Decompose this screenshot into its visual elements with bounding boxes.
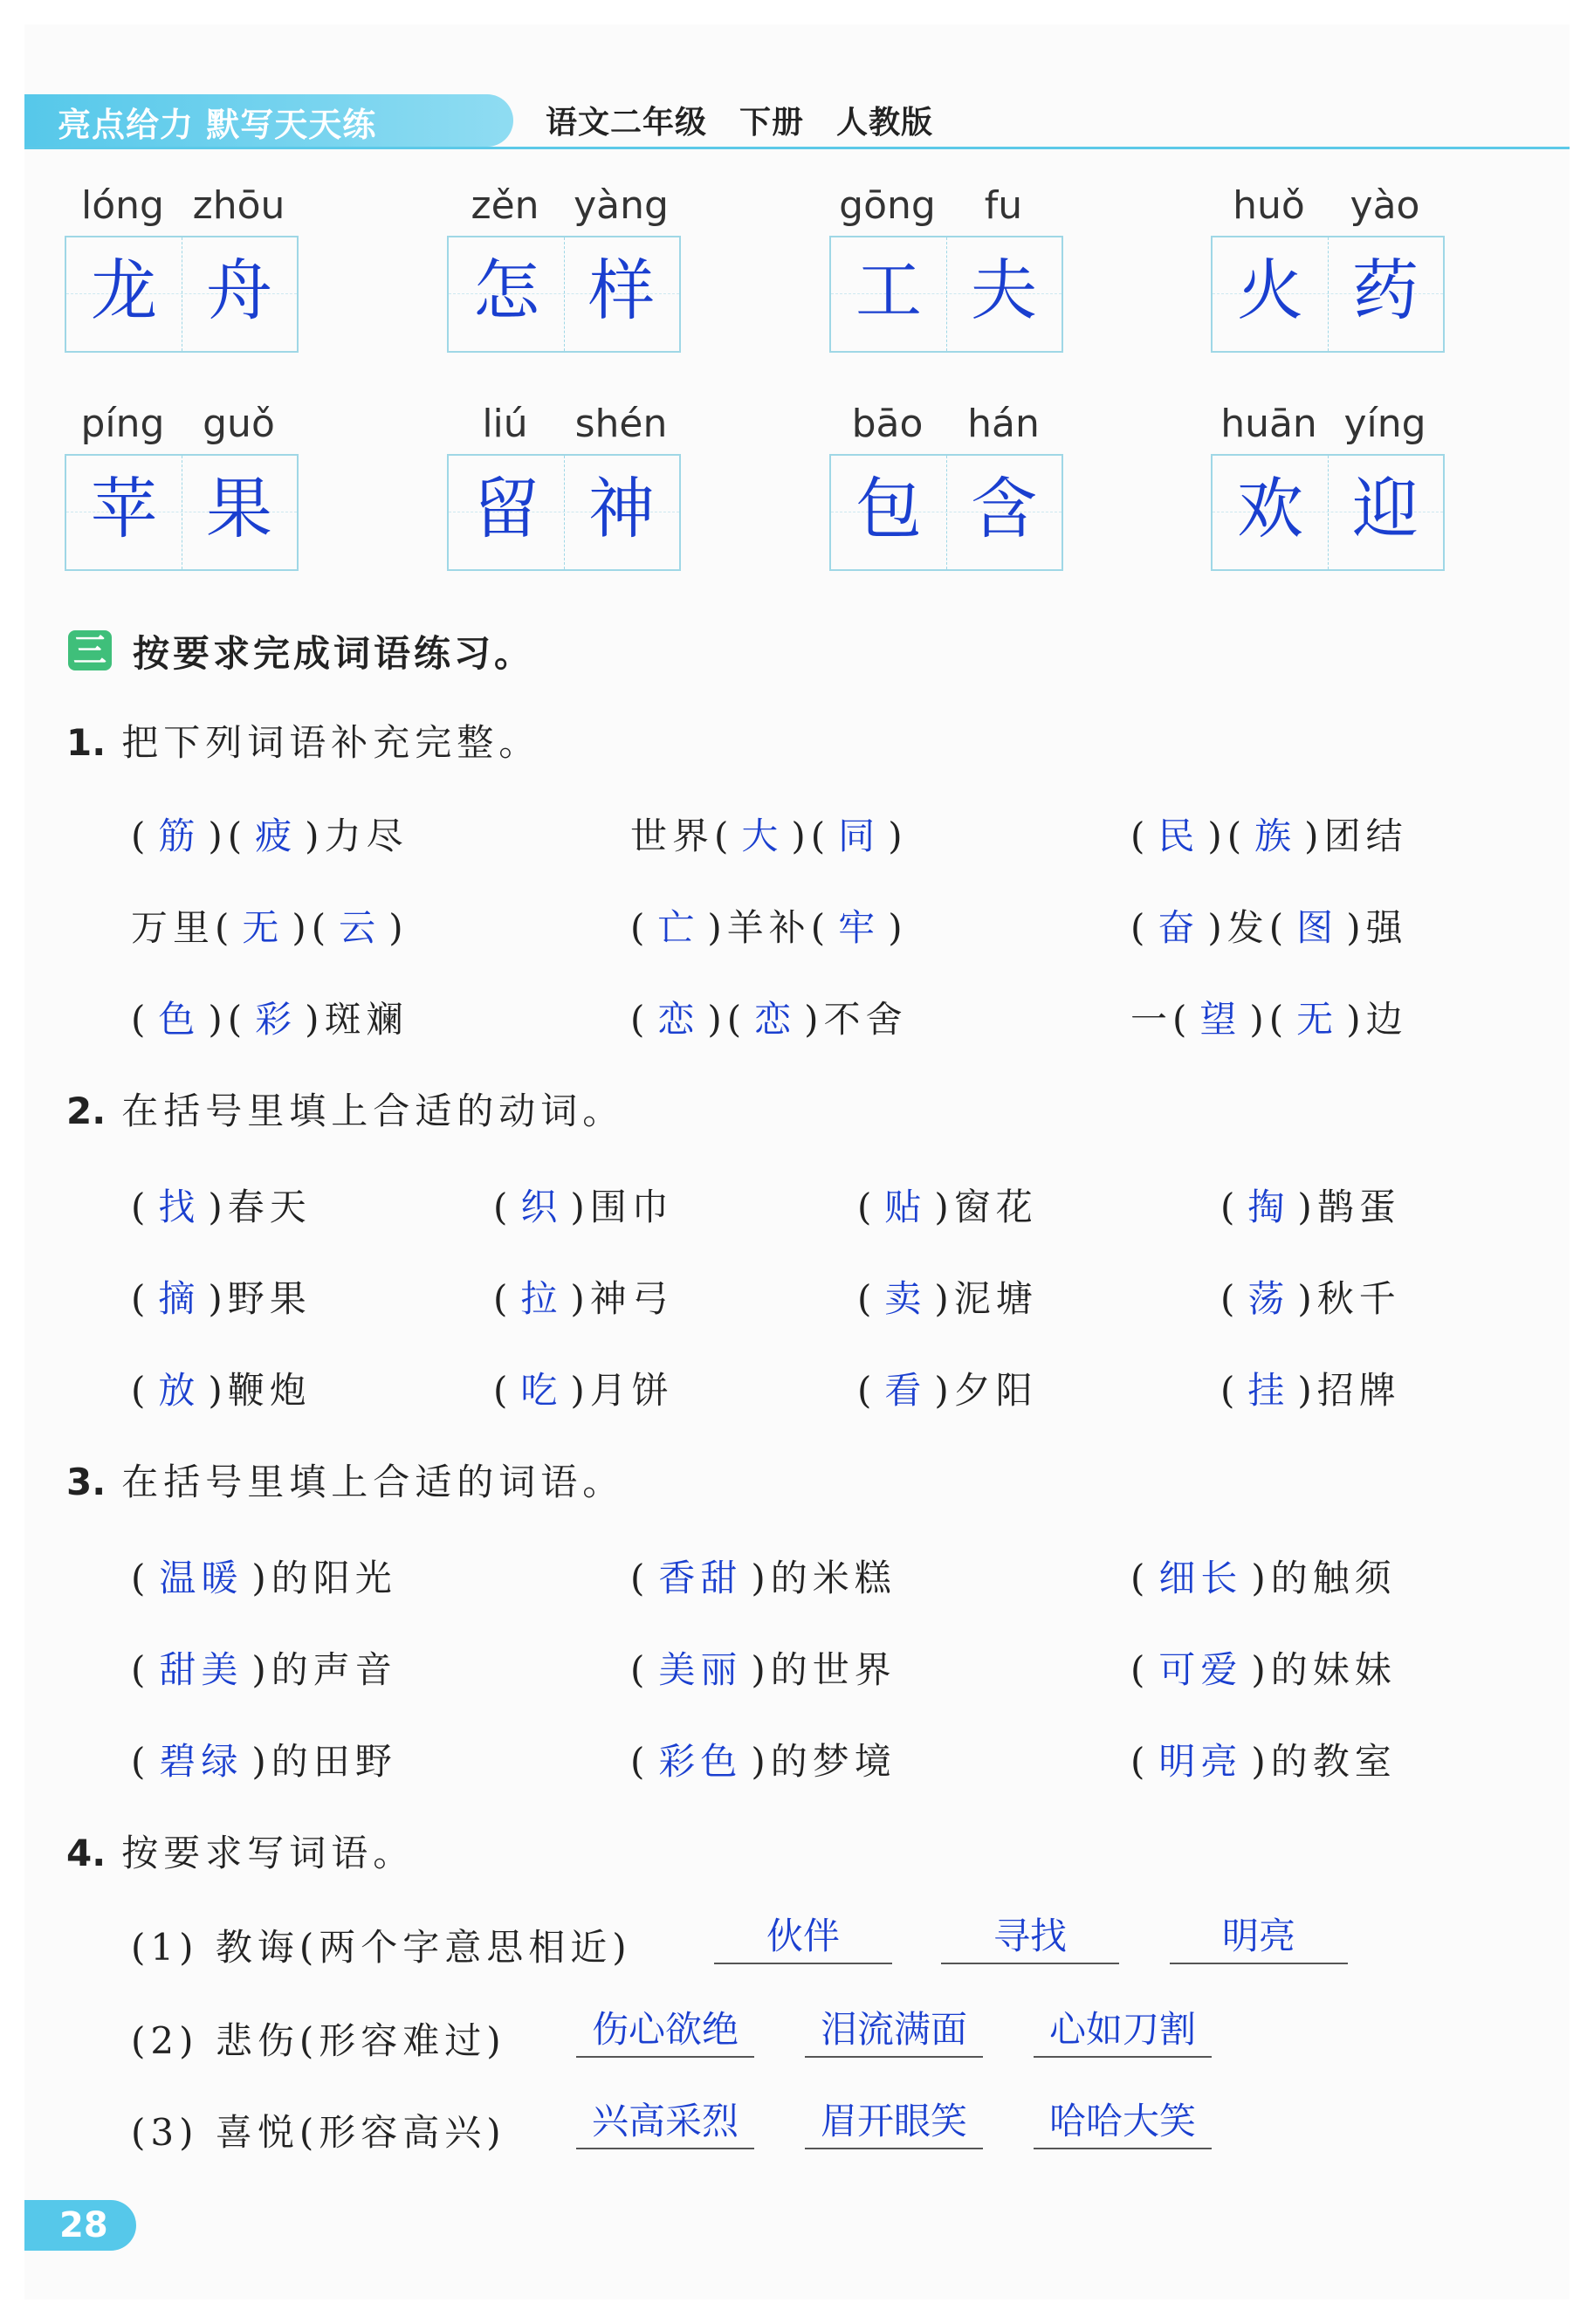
question-2-number: 2. [66, 1090, 106, 1132]
answer-character: 神 [588, 470, 655, 547]
item-text: 的教室 [1270, 1740, 1397, 1783]
pinyin-syllable: píng [80, 402, 165, 446]
item-suffix: 力尽 [324, 815, 409, 857]
character-box [829, 236, 1063, 353]
answer-text: 可爱 [1158, 1648, 1243, 1691]
fill-in-item: ( 贴 )窗花 [857, 1179, 1038, 1231]
answer-character: 迎 [1352, 470, 1419, 547]
answer-text: 荡 [1247, 1277, 1290, 1320]
answer-character: 苹 [66, 456, 182, 569]
answer-line: 泪流满面 [805, 2007, 983, 2058]
answer-text: 望 [1199, 998, 1242, 1041]
fill-in-item: ( 吃 )月饼 [493, 1362, 674, 1414]
pinyin-syllable: zěn [471, 183, 539, 228]
fill-in-item: ( 筋 )( 疲 )力尽 [131, 808, 409, 860]
character-box [65, 236, 299, 353]
fill-in-item: ( 色 )( 彩 )斑斓 [131, 991, 409, 1043]
fill-in-item: ( 掏 )鹊蛋 [1220, 1179, 1401, 1231]
character-box [1211, 454, 1445, 571]
item-text: 的阳光 [271, 1557, 397, 1599]
item-text: 秋千 [1316, 1277, 1401, 1320]
fill-in-item: ( 甜美 )的声音 [131, 1641, 397, 1694]
question-1-text: 把下列词语补充完整。 [121, 721, 541, 764]
character-box [65, 454, 299, 571]
pinyin-syllable: yào [1350, 183, 1420, 228]
pinyin-syllable: huān [1220, 402, 1317, 446]
question-4 [66, 1825, 415, 1877]
answer-line: 心如刀割 [1034, 2007, 1212, 2058]
item-text: 的米糕 [770, 1557, 897, 1599]
answer-character: 火 [1213, 237, 1329, 351]
question-3-text: 在括号里填上合适的词语。 [121, 1461, 625, 1503]
pinyin-syllable: shén [574, 402, 668, 446]
question-4-text: 按要求写词语。 [121, 1832, 416, 1874]
answer-text: 恋 [657, 998, 700, 1041]
answer-text: 细长 [1158, 1557, 1243, 1599]
answer-character: 药 [1352, 251, 1419, 329]
item-text: 春天 [227, 1186, 312, 1228]
answer-text: 奋 [1158, 906, 1200, 949]
item-suffix: 团结 [1323, 815, 1408, 857]
answer-text: 温暖 [159, 1557, 244, 1599]
answer-text: 掏 [1247, 1186, 1290, 1228]
question-1 [66, 714, 540, 767]
item-prefix: 世界 [630, 815, 715, 857]
fill-in-item: ( 温暖 )的阳光 [131, 1550, 397, 1602]
fill-in-item: ( 织 )围巾 [493, 1179, 674, 1231]
item-suffix: 边 [1365, 998, 1408, 1041]
answer-text: 无 [242, 906, 285, 949]
section-title: 按要求完成词语练习。 [133, 632, 535, 675]
page-number: 28 [24, 2200, 136, 2251]
character-box [829, 454, 1063, 571]
fill-in-item: ( 挂 )招牌 [1220, 1362, 1401, 1414]
item-text: 的触须 [1270, 1557, 1397, 1599]
answer-character: 舟 [206, 251, 272, 329]
answer-text: 美丽 [658, 1648, 743, 1691]
fill-in-item: ( 明亮 )的教室 [1130, 1733, 1397, 1785]
answer-character: 样 [588, 251, 655, 329]
question-4-number: 4. [66, 1832, 106, 1874]
answer-character: 含 [971, 470, 1037, 547]
header-title: 亮点给力 默写天天练 [58, 106, 377, 144]
answer-character: 欢 [1213, 456, 1329, 569]
fill-in-item: ( 摘 )野果 [131, 1270, 312, 1323]
question-3 [66, 1454, 624, 1506]
sub-question-label: (3) 喜悦(形容高兴) [131, 2111, 506, 2154]
answer-line: 寻找 [941, 1914, 1119, 1964]
sub-question-label: (1) 教诲(两个字意思相近) [131, 1926, 632, 1969]
pinyin-syllable: huǒ [1233, 183, 1305, 228]
pinyin-syllable: gōng [839, 183, 936, 228]
fill-in-item: ( 放 )鞭炮 [131, 1362, 312, 1414]
answer-text: 摘 [158, 1277, 201, 1320]
answer-text: 恋 [754, 998, 797, 1041]
character-box [447, 454, 681, 571]
answer-line: 伙伴 [714, 1914, 892, 1964]
item-text: 夕阳 [953, 1369, 1038, 1412]
pinyin-syllable: hán [967, 402, 1040, 446]
item-text: 鹊蛋 [1316, 1186, 1401, 1228]
character-box [1211, 236, 1445, 353]
answer-text: 织 [520, 1186, 563, 1228]
fill-in-item: ( 细长 )的触须 [1130, 1550, 1397, 1602]
answer-text: 同 [838, 815, 881, 857]
fill-in-item: ( 民 )( 族 )团结 [1130, 808, 1408, 860]
answer-text: 吃 [520, 1369, 563, 1412]
item-text: 的妹妹 [1270, 1648, 1397, 1691]
fill-in-item: ( 可爱 )的妹妹 [1130, 1641, 1397, 1694]
answer-text: 找 [158, 1186, 201, 1228]
fill-in-item: ( 奋 )发( 图 )强 [1130, 899, 1408, 952]
section-number-icon: 三 [68, 630, 112, 670]
item-middle: 羊补 [726, 906, 811, 949]
fill-in-item: ( 美丽 )的世界 [630, 1641, 897, 1694]
answer-character: 工 [831, 237, 947, 351]
fill-in-item: 世界( 大 )( 同 ) [630, 808, 908, 860]
item-text: 泥塘 [953, 1277, 1038, 1320]
answer-text: 疲 [255, 815, 298, 857]
answer-text: 香甜 [658, 1557, 743, 1599]
answer-text: 彩 [255, 998, 298, 1041]
fill-in-item: ( 卖 )泥塘 [857, 1270, 1038, 1323]
pinyin-syllable: guǒ [203, 402, 275, 446]
answer-line: 伤心欲绝 [576, 2007, 754, 2058]
fill-in-item: ( 恋 )( 恋 )不舍 [630, 991, 908, 1043]
item-text: 的田野 [271, 1740, 397, 1783]
fill-in-item: ( 碧绿 )的田野 [131, 1733, 397, 1785]
item-middle: 发 [1226, 906, 1269, 949]
answer-text: 族 [1254, 815, 1297, 857]
pinyin-syllable: yíng [1343, 402, 1426, 446]
sub-question-label: (2) 悲伤(形容难过) [131, 2019, 506, 2062]
answer-line: 兴高采烈 [576, 2099, 754, 2149]
fill-in-item: ( 亡 )羊补( 牢 ) [630, 899, 908, 952]
fill-in-item: ( 找 )春天 [131, 1179, 312, 1231]
answer-text: 色 [158, 998, 201, 1041]
answer-text: 看 [884, 1369, 927, 1412]
item-text: 野果 [227, 1277, 312, 1320]
item-suffix: 强 [1365, 906, 1408, 949]
pinyin-syllable: liú [482, 402, 528, 446]
answer-text: 图 [1296, 906, 1339, 949]
question-2 [66, 1083, 624, 1135]
answer-character: 留 [449, 456, 565, 569]
fill-in-item: 一( 望 )( 无 )边 [1130, 991, 1408, 1043]
item-text: 的世界 [770, 1648, 897, 1691]
answer-text: 云 [339, 906, 381, 949]
answer-text: 明亮 [1158, 1740, 1243, 1783]
answer-character: 夫 [971, 251, 1037, 329]
fill-in-item: ( 彩色 )的梦境 [630, 1733, 897, 1785]
question-3-number: 3. [66, 1461, 106, 1503]
answer-text: 牢 [838, 906, 881, 949]
answer-line: 明亮 [1170, 1914, 1348, 1964]
answer-character: 龙 [66, 237, 182, 351]
header-divider [24, 147, 1570, 149]
pinyin-syllable: fu [984, 183, 1023, 228]
question-2-text: 在括号里填上合适的动词。 [121, 1090, 625, 1132]
item-prefix: 一 [1130, 998, 1173, 1041]
answer-character: 果 [206, 470, 272, 547]
item-text: 的梦境 [770, 1740, 897, 1783]
pinyin-syllable: zhōu [192, 183, 285, 228]
answer-text: 筋 [158, 815, 201, 857]
answer-line: 哈哈大笑 [1034, 2099, 1212, 2149]
question-1-number: 1. [66, 721, 106, 764]
fill-in-item: ( 香甜 )的米糕 [630, 1550, 897, 1602]
answer-text: 放 [158, 1369, 201, 1412]
header-subtitle: 语文二年级 下册 人教版 [546, 105, 934, 141]
answer-text: 拉 [520, 1277, 563, 1320]
item-text: 围巾 [589, 1186, 674, 1228]
item-text: 的声音 [271, 1648, 397, 1691]
fill-in-item: ( 看 )夕阳 [857, 1362, 1038, 1414]
answer-text: 大 [741, 815, 784, 857]
item-text: 月饼 [589, 1369, 674, 1412]
fill-in-item: 万里( 无 )( 云 ) [131, 899, 409, 952]
pinyin-syllable: yàng [574, 183, 669, 228]
item-prefix: 万里 [131, 906, 216, 949]
pinyin-syllable: lóng [81, 183, 164, 228]
answer-text: 甜美 [159, 1648, 244, 1691]
item-text: 窗花 [953, 1186, 1038, 1228]
answer-text: 贴 [884, 1186, 927, 1228]
fill-in-item: ( 荡 )秋千 [1220, 1270, 1401, 1323]
character-box [447, 236, 681, 353]
answer-text: 亡 [657, 906, 700, 949]
fill-in-item: ( 拉 )神弓 [493, 1270, 674, 1323]
answer-text: 民 [1158, 815, 1200, 857]
item-suffix: 斑斓 [324, 998, 409, 1041]
answer-line: 眉开眼笑 [805, 2099, 983, 2149]
answer-character: 包 [831, 456, 947, 569]
item-text: 神弓 [589, 1277, 674, 1320]
answer-character: 怎 [449, 237, 565, 351]
answer-text: 挂 [1247, 1369, 1290, 1412]
answer-text: 碧绿 [159, 1740, 244, 1783]
pinyin-syllable: bāo [851, 402, 924, 446]
item-suffix: 不舍 [823, 998, 908, 1041]
item-text: 招牌 [1316, 1369, 1401, 1412]
item-text: 鞭炮 [227, 1369, 312, 1412]
answer-text: 无 [1296, 998, 1339, 1041]
answer-text: 彩色 [658, 1740, 743, 1783]
answer-text: 卖 [884, 1277, 927, 1320]
